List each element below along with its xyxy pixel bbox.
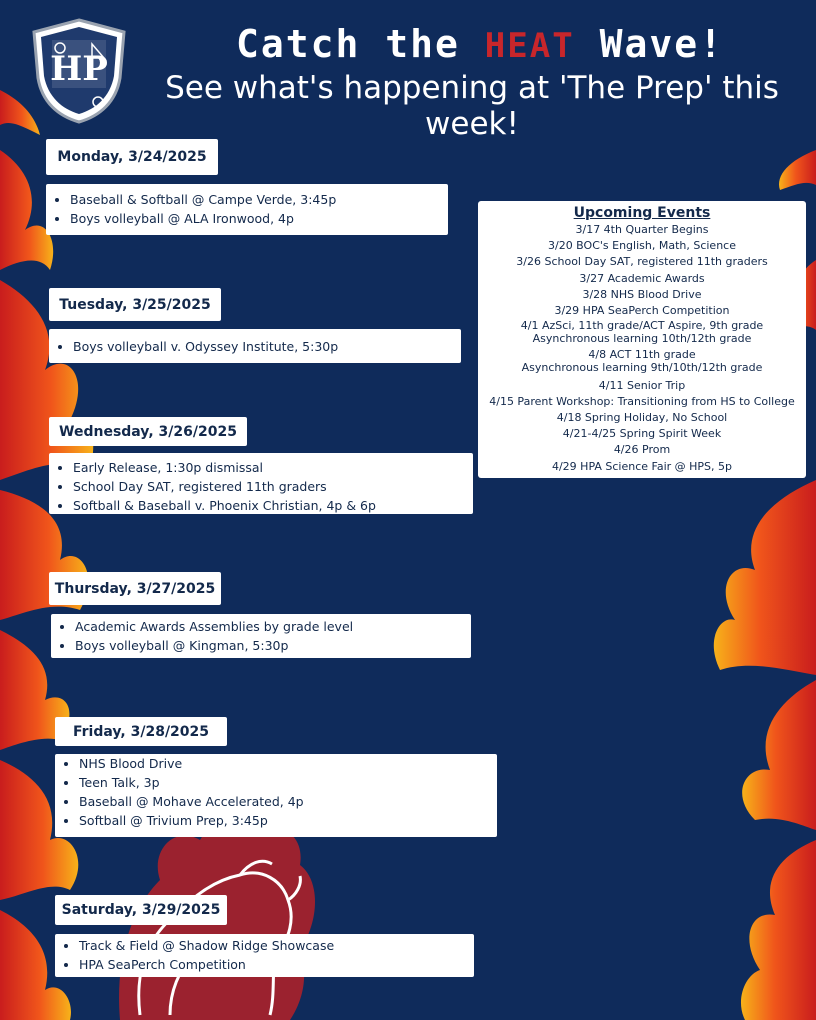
event-item: • Track & Field @ Shadow Ridge Showcase [79, 936, 466, 955]
upcoming-event: 3/17 4th Quarter Begins [575, 223, 709, 236]
crest-monogram: HP [50, 49, 108, 89]
day-events-saturday [55, 934, 474, 977]
event-item: • Boys volleyball v. Odyssey Institute, 5:30p [73, 337, 453, 356]
day-label-thursday: Thursday, 3/27/2025 [49, 572, 221, 605]
day-label-saturday: Saturday, 3/29/2025 [55, 895, 227, 925]
day-events-thursday [51, 614, 471, 658]
day-label-friday: Friday, 3/28/2025 [55, 717, 227, 746]
day-events-friday [55, 754, 497, 837]
day-events-monday [46, 184, 448, 235]
day-events-wednesday [49, 453, 473, 514]
upcoming-events-panel [478, 201, 806, 478]
event-item: • Teen Talk, 3p [79, 773, 489, 792]
upcoming-event: 4/26 Prom [613, 443, 671, 457]
upcoming-event: 3/29 HPA SeaPerch Competition [554, 304, 730, 318]
upcoming-event: 4/8 ACT 11th grade Asynchronous learning 9th/10th/12th grade [521, 348, 763, 374]
event-item: • HPA SeaPerch Competition [79, 955, 466, 974]
title-part1: Catch the [236, 22, 485, 66]
page-title [150, 22, 810, 66]
day-label-wednesday: Wednesday, 3/26/2025 [49, 417, 247, 446]
upcoming-event: 4/11 Senior Trip [598, 378, 686, 392]
event-item: • Boys volleyball @ ALA Ironwood, 4p [70, 209, 440, 228]
title-part2: Wave! [574, 22, 724, 66]
event-item: • Softball & Baseball v. Phoenix Christian, 4p & 6p [73, 496, 465, 514]
upcoming-event: 3/26 School Day SAT, registered 11th graders [516, 255, 768, 269]
event-item: • Softball @ Trivium Prep, 3:45p [79, 811, 489, 830]
event-item: • Early Release, 1:30p dismissal [73, 458, 465, 477]
event-item: • Baseball & Softball @ Campe Verde, 3:45p [70, 190, 440, 209]
event-item: • Baseball @ Mohave Accelerated, 4p [79, 792, 489, 811]
upcoming-event: 4/18 Spring Holiday, No School [556, 411, 728, 424]
school-crest-icon [30, 18, 128, 124]
upcoming-event: 4/1 AzSci, 11th grade/ACT Aspire, 9th grade Asynchronous learning 10th/12th grade [520, 319, 764, 345]
upcoming-event: 4/21-4/25 Spring Spirit Week [562, 427, 722, 441]
upcoming-event: 4/15 Parent Workshop: Transitioning from HS to College [489, 394, 795, 408]
upcoming-event: 3/27 Academic Awards [579, 271, 705, 285]
page-subtitle: See what's happening at 'The Prep' this week! [165, 70, 779, 142]
title-heat: HEAT [484, 26, 575, 66]
day-label-monday: Monday, 3/24/2025 [46, 139, 218, 175]
upcoming-event: 3/28 NHS Blood Drive [582, 287, 702, 301]
event-item: • School Day SAT, registered 11th graders [73, 477, 465, 496]
event-item: • Academic Awards Assemblies by grade level [75, 617, 463, 636]
upcoming-event: 4/29 HPA Science Fair @ HPS, 5p [551, 459, 733, 473]
day-label-tuesday: Tuesday, 3/25/2025 [49, 288, 221, 321]
upcoming-events-title: Upcoming Events [573, 205, 711, 221]
event-item: • Boys volleyball @ Kingman, 5:30p [75, 636, 463, 655]
upcoming-event: 3/20 BOC's English, Math, Science [547, 239, 736, 253]
day-events-tuesday [49, 329, 461, 363]
event-item: • NHS Blood Drive [79, 754, 489, 773]
